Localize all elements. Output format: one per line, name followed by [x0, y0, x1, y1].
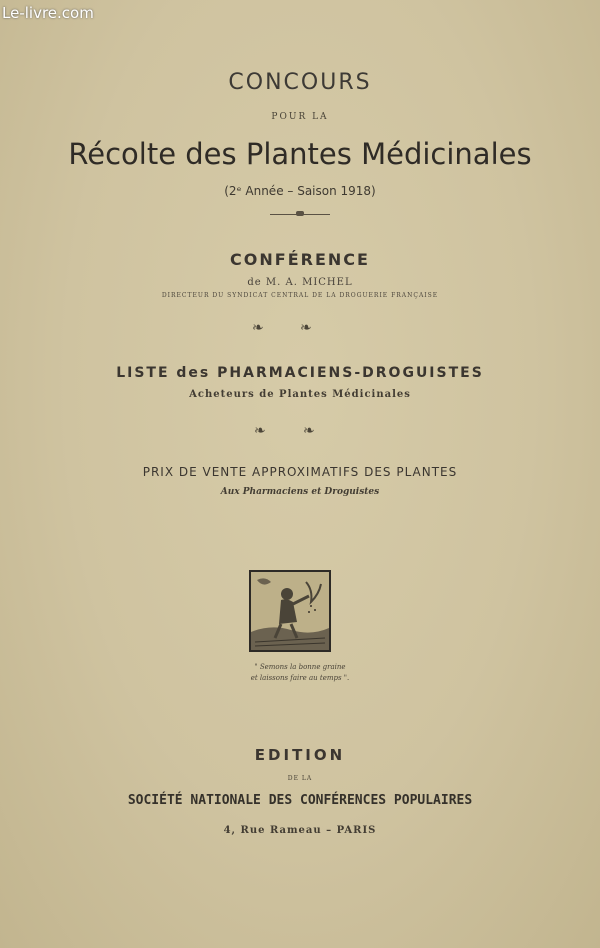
concours-heading: CONCOURS: [228, 70, 372, 95]
fleuron-icon: ❧: [303, 423, 315, 439]
de-la-text: DE LA: [287, 775, 313, 782]
fleuron-icon: ❧: [252, 320, 264, 336]
prix-subheading: Aux Pharmaciens et Droguistes: [220, 487, 380, 497]
vignette-caption-line2: et laissons faire au temps ".: [250, 674, 350, 682]
edition-heading: EDITION: [254, 746, 346, 764]
sower-vignette-image: [249, 570, 331, 652]
conference-heading: CONFÉRENCE: [230, 250, 370, 269]
liste-heading: LISTE des PHARMACIENS-DROGUISTES: [116, 365, 484, 381]
publisher-address: 4, Rue Rameau – PARIS: [223, 825, 377, 836]
fleuron-icon: ❧: [300, 320, 312, 336]
main-title: Récolte des Plantes Médicinales: [68, 137, 532, 171]
liste-subheading: Acheteurs de Plantes Médicinales: [189, 389, 411, 400]
subtitle: (2ᵉ Année – Saison 1918): [224, 184, 376, 198]
pour-la-text: POUR LA: [271, 112, 329, 122]
vignette-caption-line1: " Semons la bonne graine: [254, 663, 346, 671]
speaker-name: de M. A. MICHEL: [247, 277, 353, 288]
speaker-role: DIRECTEUR DU SYNDICAT CENTRAL DE LA DROGUERIE FRANÇAISE: [161, 292, 439, 299]
prix-heading: PRIX DE VENTE APPROXIMATIFS DES PLANTES: [142, 465, 458, 479]
watermark: Le-livre.com: [2, 4, 94, 22]
publisher-name: SOCIÉTÉ NATIONALE DES CONFÉRENCES POPULAIRES: [127, 793, 473, 808]
divider-ornament: [296, 211, 304, 216]
fleuron-icon: ❧: [254, 423, 266, 439]
